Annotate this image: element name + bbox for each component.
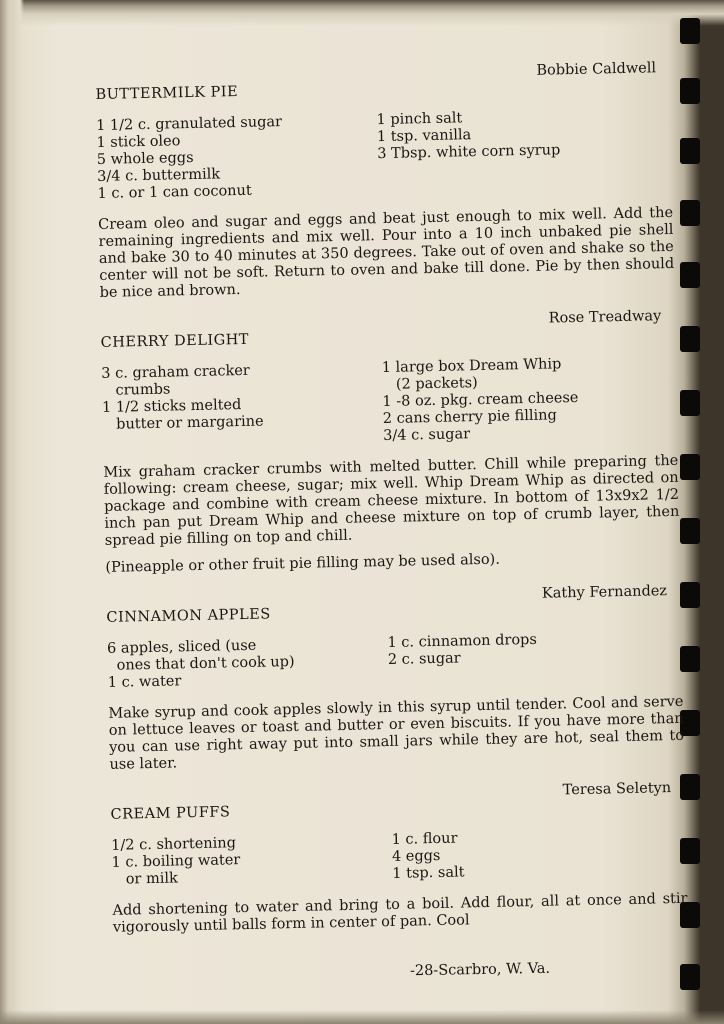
recipe-title: CREAM PUFFS [110,804,231,823]
ingredient: 1 c. water [107,673,182,691]
ingredient: 1 tsp. salt [392,864,465,882]
ingredient: 1 c. cinnamon drops [387,631,538,651]
ingredients-right [387,629,683,686]
ingredient: or milk [111,870,178,888]
binding-hole [680,18,700,44]
ingredient: 1 1/2 c. granulated sugar [95,114,283,134]
ingredient: 3/4 c. sugar [383,426,471,445]
page-bottom-edge [0,1010,724,1024]
binding-hole [680,262,700,288]
binding-hole [680,78,700,104]
page-footer: -28-Scarbro, W. Va. [409,960,551,980]
ingredients-left [96,112,378,203]
ingredient: 1 1/2 sticks melted [101,397,242,416]
ingredient: 1 c. flour [391,830,458,848]
binding-hole [680,582,700,608]
ingredients-left [107,635,388,692]
binding-hole [680,138,700,164]
binding-hole [680,518,700,544]
recipe-cherry-delight [100,308,680,577]
ingredient: 3/4 c. buttermilk [97,166,221,185]
ingredients [107,629,683,692]
ingredient: 1 c. boiling water [111,852,241,871]
ingredient: (2 packets) [381,375,478,394]
ingredient: 2 cans cherry pie filling [382,407,557,428]
ingredient: 1 pinch salt [376,110,463,129]
recipe-title: CINNAMON APPLES [106,606,271,626]
ingredient: 2 c. sugar [387,650,461,668]
ingredient: 1 stick oleo [96,133,181,151]
ingredient: 3 c. graham cracker [101,362,250,382]
recipe-content [95,60,688,937]
ingredient: 3 Tbsp. white corn syrup [377,142,561,163]
binding-hole [680,964,700,990]
recipe-method: Make syrup and cook apples slowly in this syrup until tender. Cool and serve on lettuce leaves or toast and butter or even biscuits. If you have more than you can use right away put into small jars while they are hot, seal them to use later. [108,693,685,773]
ingredient: ones that don't cook up) [107,653,295,674]
recipe-cream-puffs [110,780,688,937]
recipe-author: Rose Treadway [548,308,662,327]
ingredients-left [101,360,383,451]
ingredients-right [376,106,672,197]
ingredient: 1 c. or 1 can coconut [97,182,252,202]
ingredient: 1 -8 oz. pkg. cream cheese [382,389,579,411]
ingredients [96,106,673,203]
recipe-note: (Pineapple or other fruit pie filling may be used also). [105,551,501,576]
ingredients [101,354,678,451]
recipe-method: Mix graham cracker crumbs with melted butter. Chill while preparing the following: cream cheese, sugar; mix well. Whip Dream Whip as directed on package and combine with cream cheese mixture. In bottom of 13x9x2 1/2 inch pan put Dream Whip and cheese mixture on top of crumb layer, then spread pie filling on top and chill. [103,452,680,549]
recipe-author: Bobbie Caldwell [536,60,657,79]
recipe-method: Add shortening to water and bring to a boil. Add flour, all at once and stir vigorously until balls form in center of pan. Cool [112,890,688,936]
ingredients [111,826,687,889]
binding-hole [680,326,700,352]
recipe-author: Kathy Fernandez [541,583,668,602]
recipe-title: CHERRY DELIGHT [100,331,250,351]
recipe-author: Teresa Seletyn [562,780,672,799]
page-left-edge [0,0,24,1024]
ingredient: 4 eggs [391,847,441,865]
ingredient: 1 large box Dream Whip [381,356,562,377]
recipe-method: Cream oleo and sugar and eggs and beat just enough to mix well. Add the remaining ingredients and mix well. Pour into a 10 inch unbaked pie shell and bake 30 to 40 minutes at 350 degrees. Take out of oven and shake so the center will not be soft. Return to oven and bake till done. Pie by then should be nice and brown. [98,204,675,301]
ingredients-left [111,832,392,889]
ingredient: butter or margarine [102,413,264,433]
ingredient: 1 tsp. vanilla [376,127,472,146]
ingredient: crumbs [101,381,171,399]
binding-hole [680,646,700,672]
page-top-edge [0,0,724,26]
ingredient: 5 whole eggs [96,149,194,168]
binding-hole [680,390,700,416]
ingredients-right [382,354,678,445]
ingredient: 1/2 c. shortening [111,835,237,854]
binding-hole [680,200,700,226]
ingredients-right [391,826,687,883]
recipe-cinnamon-apples [106,583,685,774]
recipe-buttermilk-pie [95,60,675,302]
binding-hole [680,454,700,480]
ingredient: 6 apples, sliced (use [106,637,257,657]
recipe-title: BUTTERMILK PIE [95,84,239,103]
